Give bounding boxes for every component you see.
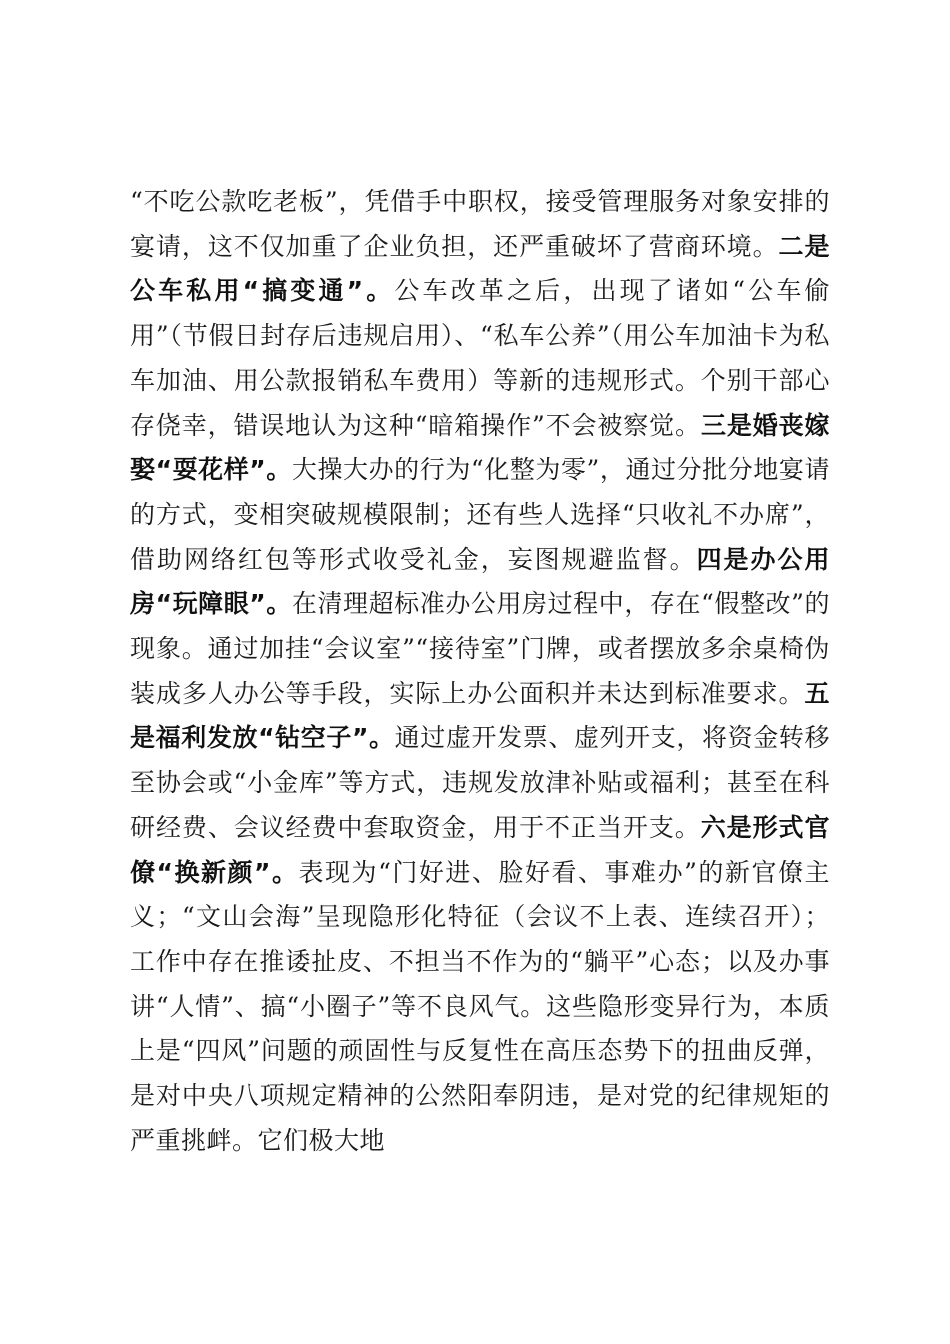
point-5-text: 通过虚开发票、虚列开支，将资金转移至协会或“小金库”等方式，违规发放津补贴或福利；甚至在科研经费、会议经费中套取资金，用于不正当开支。 — [130, 723, 830, 842]
point-6-text: 表现为“门好进、脸好看、事难办”的新官僚主义；“文山会海”呈现隐形化特征（会议不上表、连续召开）；工作中存在推诿扯皮、不担当不作为的“躺平”心态；以及办事讲“人情”、搞“小圈子”等不良风气。 — [130, 857, 830, 1021]
point-3-heading: 三是婚丧嫁娶“耍花样”。 — [130, 410, 830, 485]
point-4-text: 在清理超标准办公用房过程中，存在“假整改”的现象。通过加挂“会议室”“接待室”门牌，或者摆放多余桌椅伪装成多人办公等手段，实际上办公面积并未达到标准要求。 — [130, 589, 830, 708]
intro-text: “不吃公款吃老板”，凭借手中职权，接受管理服务对象安排的宴请，这不仅加重了企业负担，还严重破坏了营商环境。 — [130, 187, 830, 261]
point-2-heading: 二是公车私用“搞变通”。 — [130, 231, 830, 306]
point-6-heading: 六是形式官僚“换新颜”。 — [130, 812, 830, 887]
body-text — [130, 180, 830, 1163]
point-2-text: 公车改革之后，出现了诸如“公车偷用”（节假日封存后违规启用）、“私车公养”（用公车加油卡为私车加油、用公款报销私车费用）等新的违规形式。个别干部心存侥幸，错误地认为这种“暗箱操作”不会被察觉。 — [130, 276, 830, 440]
point-4-heading: 四是办公用房“玩障眼”。 — [130, 544, 830, 619]
paragraph — [130, 180, 830, 1163]
closing-text: 这些隐形变异行为，本质上是“四风”问题的顽固性与反复性在高压态势下的扭曲反弹，是对中央八项规定精神的公然阳奉阴违，是对党的纪律规矩的严重挑衅。它们极大地 — [130, 991, 830, 1155]
point-5-heading: 五是福利发放“钻空子”。 — [130, 678, 830, 753]
point-3-text: 大操大办的行为“化整为零”，通过分批分地宴请的方式，变相突破规模限制；还有些人选择“只收礼不办席”，借助网络红包等形式收受礼金，妄图规避监督。 — [130, 455, 830, 574]
